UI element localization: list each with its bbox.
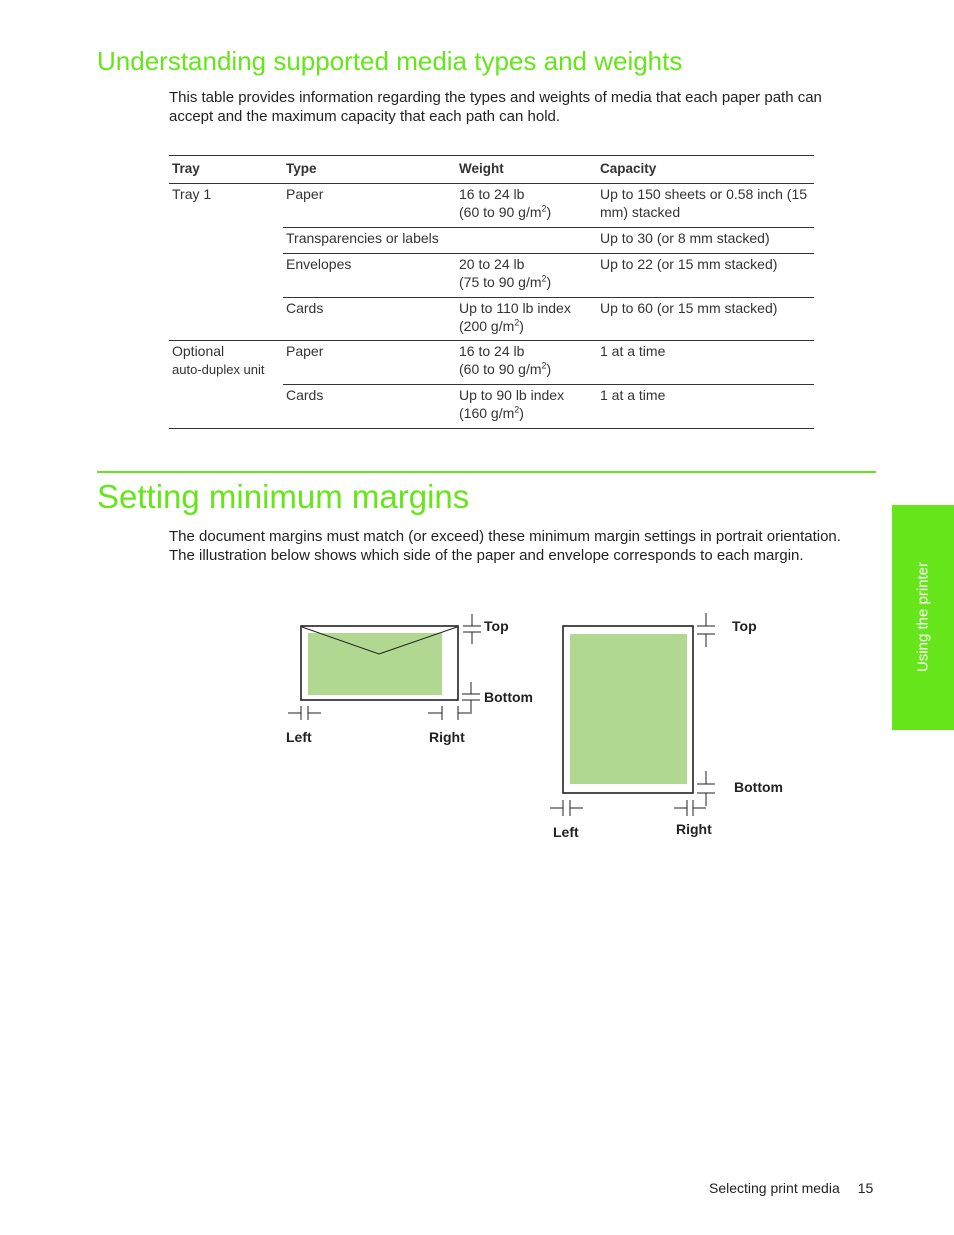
cell-capacity: Up to 22 (or 15 mm stacked)	[597, 254, 814, 298]
cell-weight: Up to 90 lb index (160 $g/m^2$)	[456, 385, 597, 429]
cell-tray: Tray 1	[172, 186, 212, 202]
envelope-top-margin-marker	[463, 614, 481, 644]
envelope-bottom-label: Bottom	[484, 689, 533, 705]
paper-left-label: Left	[553, 824, 579, 840]
paper-printable-area	[570, 634, 687, 784]
paper-top-margin-marker	[697, 613, 715, 647]
cell-weight: 16 to 24 lb (60 to 90 $g/m^2$)	[456, 341, 597, 385]
cell-type: Transparencies or labels	[283, 228, 456, 254]
envelope-printable-area	[308, 633, 442, 695]
cell-type: Cards	[283, 298, 456, 341]
cell-type: Paper	[286, 186, 324, 202]
cell-type: Envelopes	[283, 254, 456, 298]
cell-capacity: 1 at a time	[597, 341, 814, 385]
envelope-right-margin-marker	[428, 706, 472, 720]
envelope-left-label: Left	[286, 729, 312, 745]
paper-right-margin-marker	[674, 800, 706, 816]
header-type: Type	[283, 156, 456, 184]
footer-section-name: Selecting print media	[709, 1180, 840, 1196]
cell-weight: 16 to 24 lb (60 to 90 $g/m^2$)	[459, 186, 552, 220]
envelope-bottom-margin-marker	[462, 682, 480, 712]
envelope-diagram	[288, 614, 481, 720]
envelope-left-margin-marker	[288, 706, 321, 720]
cell-type: Cards	[283, 385, 456, 429]
cell-capacity: Up to 150 sheets or 0.58 inch (15 mm) stacked	[600, 186, 808, 220]
cell-weight: Up to 110 lb index (200 $g/m^2$)	[456, 298, 597, 341]
page-number: 15	[857, 1180, 874, 1196]
header-capacity: Capacity	[597, 156, 814, 184]
margins-intro-paragraph: The document margins must match (or exceed) these minimum margin settings in portrait orientation. The illustration below shows which side of the paper and envelope corresponds to each margin.	[169, 528, 841, 564]
envelope-top-label: Top	[484, 618, 509, 634]
cell-capacity: Up to 60 (or 15 mm stacked)	[597, 298, 814, 341]
cell-type: Paper	[283, 341, 456, 385]
paper-bottom-margin-marker	[697, 771, 715, 806]
cell-capacity: 1 at a time	[597, 385, 814, 429]
section-title-margins: Setting minimum margins	[97, 478, 470, 515]
paper-right-label: Right	[676, 821, 712, 837]
header-tray: Tray	[169, 156, 283, 184]
cell-weight: 20 to 24 lb (75 to 90 $g/m^2$)	[456, 254, 597, 298]
chapter-side-tab	[892, 505, 954, 730]
paper-top-label: Top	[732, 618, 757, 634]
cell-tray: Optional auto-duplex unit	[169, 341, 283, 385]
section-title-media: Understanding supported media types and weights	[97, 46, 683, 76]
envelope-right-label: Right	[429, 729, 465, 745]
cell-capacity: Up to 30 (or 8 mm stacked)	[597, 228, 814, 254]
header-weight: Weight	[456, 156, 597, 184]
paper-left-margin-marker	[550, 800, 583, 816]
page-footer	[709, 1180, 873, 1196]
paper-bottom-label: Bottom	[734, 779, 783, 795]
paper-diagram	[550, 613, 715, 816]
chapter-side-tab-label: Using the printer	[914, 561, 932, 673]
media-intro-paragraph: This table provides information regarding the types and weights of media that each paper path can accept and the maximum capacity that each path can hold.	[169, 89, 822, 125]
